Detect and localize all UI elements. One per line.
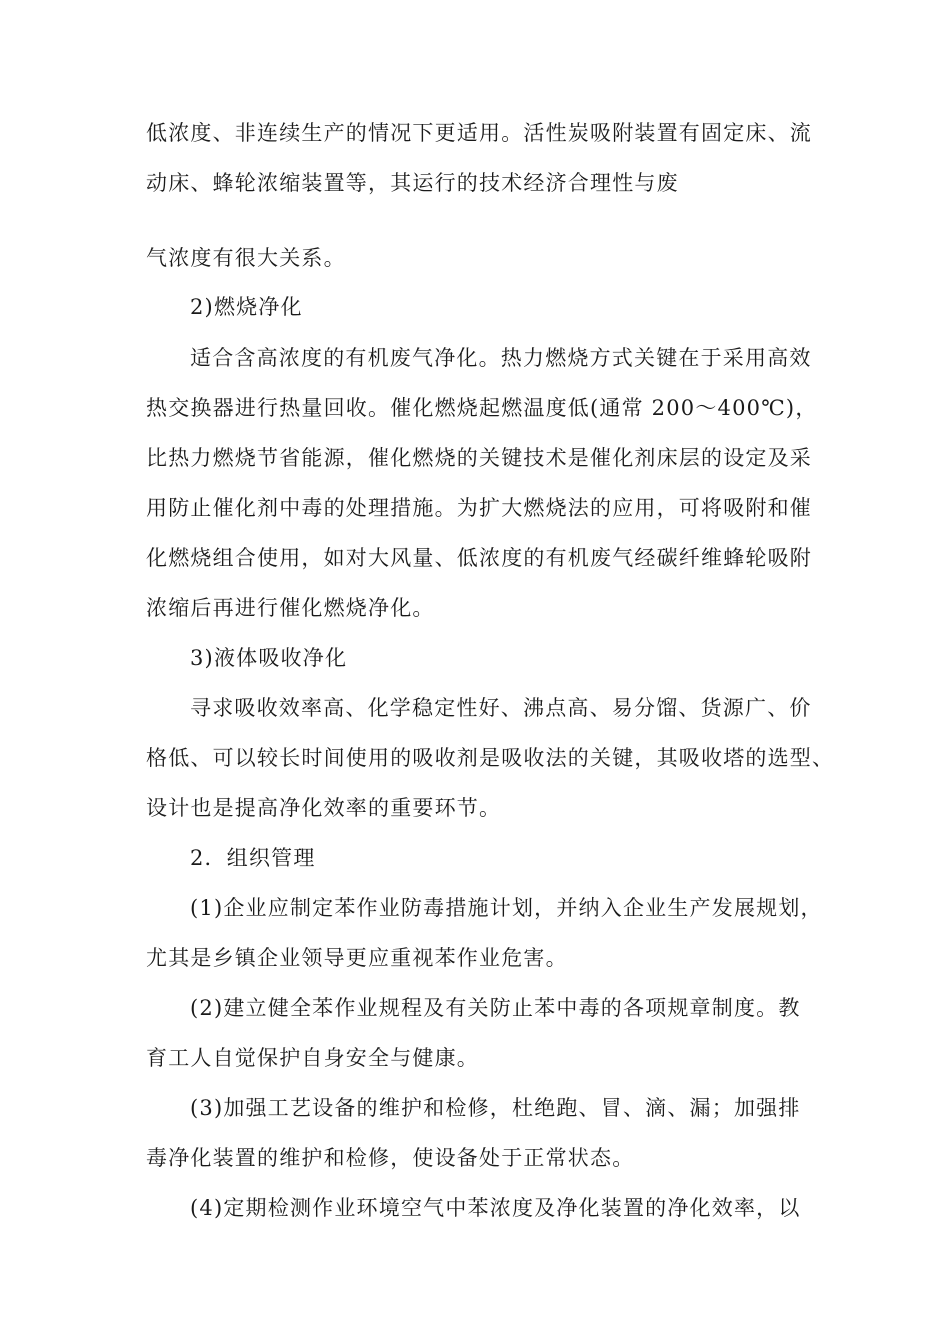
section-heading-absorption: 3)液体吸收净化 <box>190 646 348 670</box>
text-line-12: 寻求吸收效率高、化学稳定性好、沸点高、易分馏、货源广、价 <box>190 696 812 720</box>
text-line-14: 设计也是提高净化效率的重要环节。 <box>146 796 502 820</box>
section-heading-management: 2．组织管理 <box>190 846 316 870</box>
text-line-19: 育工人自觉保护自身安全与健康。 <box>146 1046 479 1070</box>
text-line-22: (4)定期检测作业环境空气中苯浓度及净化装置的净化效率，以 <box>190 1196 801 1220</box>
text-line-10: 浓缩后再进行催化燃烧净化。 <box>146 596 435 620</box>
text-line-1: 低浓度、非连续生产的情况下更适用。活性炭吸附装置有固定床、流 <box>146 121 812 145</box>
text-line-16: (1)企业应制定苯作业防毒措施计划，并纳入企业生产发展规划， <box>190 896 823 920</box>
text-line-8: 用防止催化剂中毒的处理措施。为扩大燃烧法的应用，可将吸附和催 <box>146 496 812 520</box>
text-line-3: 气浓度有很大关系。 <box>146 246 346 270</box>
text-line-17: 尤其是乡镇企业领导更应重视苯作业危害。 <box>146 946 568 970</box>
text-line-6: 热交换器进行热量回收。催化燃烧起燃温度低(通常 200～400℃)， <box>146 396 818 420</box>
text-line-7: 比热力燃烧节省能源，催化燃烧的关键技术是催化剂床层的设定及采 <box>146 446 812 470</box>
text-line-2: 动床、蜂轮浓缩装置等，其运行的技术经济合理性与废 <box>146 171 679 195</box>
text-line-5: 适合含高浓度的有机废气净化。热力燃烧方式关键在于采用高效 <box>190 346 812 370</box>
section-heading-combustion: 2)燃烧净化 <box>190 295 303 319</box>
text-line-13: 格低、可以较长时间使用的吸收剂是吸收法的关键，其吸收塔的选型、 <box>146 746 835 770</box>
text-line-9: 化燃烧组合使用，如对大风量、低浓度的有机废气经碳纤维蜂轮吸附 <box>146 546 812 570</box>
text-line-18: (2)建立健全苯作业规程及有关防止苯中毒的各项规章制度。教 <box>190 996 801 1020</box>
text-line-20: (3)加强工艺设备的维护和检修，杜绝跑、冒、滴、漏；加强排 <box>190 1096 801 1120</box>
text-line-21: 毒净化装置的维护和检修，使设备处于正常状态。 <box>146 1146 635 1170</box>
